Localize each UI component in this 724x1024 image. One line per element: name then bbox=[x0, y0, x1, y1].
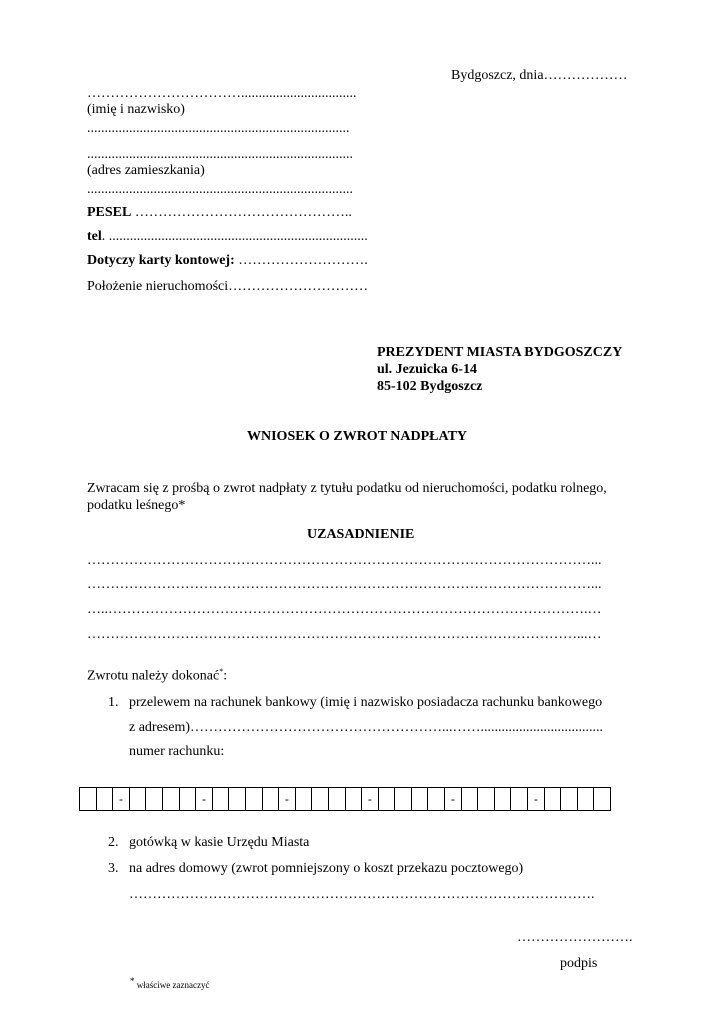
request-text-line2: podatku leśnego* bbox=[87, 498, 186, 513]
name-field-line: ……………………………................................. bbox=[87, 86, 357, 101]
bank-holder-address-line: z adresem)………………………………………………...……................................... bbox=[129, 720, 604, 735]
account-digit-cell[interactable] bbox=[544, 788, 561, 811]
refund-intro-colon: : bbox=[223, 668, 228, 684]
property-location: Położenie nieruchomości………………………… bbox=[87, 279, 369, 294]
account-digit-cell[interactable] bbox=[146, 788, 163, 811]
account-separator-cell[interactable]: - bbox=[528, 788, 545, 811]
justification-line: ………………………………………………………………………………………………... bbox=[87, 577, 602, 592]
account-card-dots: ………………………. bbox=[234, 253, 368, 268]
address-field-line: ............................................................................ bbox=[87, 147, 353, 162]
pesel-row bbox=[87, 205, 352, 221]
refund-intro-text: Zwrotu należy dokonać bbox=[87, 668, 220, 684]
account-number-row bbox=[80, 788, 611, 811]
account-card-row bbox=[87, 253, 368, 269]
account-digit-cell[interactable] bbox=[345, 788, 362, 811]
option-postal: na adres domowy (zwrot pomniejszony o koszt przekazu pocztowego) bbox=[129, 861, 524, 876]
address-extra-line: ............................................................................ bbox=[87, 182, 353, 197]
account-digit-cell[interactable] bbox=[262, 788, 279, 811]
footnote bbox=[130, 976, 209, 990]
account-separator-cell[interactable]: - bbox=[113, 788, 130, 811]
justification-line: …..………………………………………………………………………………………….… bbox=[87, 602, 602, 617]
account-digit-cell[interactable] bbox=[428, 788, 445, 811]
signature-label: podpis bbox=[560, 956, 598, 971]
account-digit-cell[interactable] bbox=[295, 788, 312, 811]
account-separator-cell[interactable]: - bbox=[279, 788, 296, 811]
option-number: 3. bbox=[108, 861, 119, 876]
account-digit-cell[interactable] bbox=[229, 788, 246, 811]
account-separator-cell[interactable]: - bbox=[362, 788, 379, 811]
account-digit-cell[interactable] bbox=[395, 788, 412, 811]
account-digit-cell[interactable] bbox=[577, 788, 594, 811]
postal-address-line: ………………………………………………………………………………………. bbox=[129, 887, 595, 902]
account-separator-cell[interactable]: - bbox=[196, 788, 213, 811]
account-digit-cell[interactable] bbox=[411, 788, 428, 811]
justification-heading: UZASADNIENIE bbox=[307, 527, 415, 542]
option-cash: gotówką w kasie Urzędu Miasta bbox=[129, 835, 310, 850]
account-number-grid bbox=[79, 787, 611, 811]
option-bank-transfer: przelewem na rachunek bankowy (imię i nazwisko posiadacza rachunku bankowego bbox=[129, 695, 603, 710]
justification-line: ……………………………………………………………………………………………...… bbox=[87, 627, 602, 642]
account-digit-cell[interactable] bbox=[162, 788, 179, 811]
account-digit-cell[interactable] bbox=[96, 788, 113, 811]
document-title: WNIOSEK O ZWROT NADPŁATY bbox=[247, 429, 468, 444]
footnote-text: właściwe zaznaczyć bbox=[134, 980, 210, 990]
recipient-street: ul. Jezuicka 6-14 bbox=[377, 362, 477, 377]
recipient-name: PREZYDENT MIASTA BYDGOSZCZY bbox=[377, 345, 623, 360]
account-digit-cell[interactable] bbox=[378, 788, 395, 811]
name-label: (imię i nazwisko) bbox=[87, 102, 185, 117]
account-digit-cell[interactable] bbox=[312, 788, 329, 811]
account-number-label: numer rachunku: bbox=[129, 744, 225, 759]
applicant-extra-line: ........................................................................... bbox=[87, 121, 350, 136]
account-digit-cell[interactable] bbox=[245, 788, 262, 811]
request-text-line1: Zwracam się z prośbą o zwrot nadpłaty z tytułu podatku od nieruchomości, podatku rolnego, bbox=[87, 481, 607, 496]
recipient-city: 85-102 Bydgoszcz bbox=[377, 379, 483, 394]
footnote-marker: * bbox=[219, 667, 224, 676]
account-card-label: Dotyczy karty kontowej: bbox=[87, 253, 235, 268]
tel-row bbox=[87, 229, 368, 245]
place-date: Bydgoszcz, dnia……………… bbox=[451, 68, 628, 83]
account-digit-cell[interactable] bbox=[461, 788, 478, 811]
address-label: (adres zamieszkania) bbox=[87, 163, 205, 178]
account-digit-cell[interactable] bbox=[561, 788, 578, 811]
account-digit-cell[interactable] bbox=[129, 788, 146, 811]
account-digit-cell[interactable] bbox=[80, 788, 97, 811]
account-digit-cell[interactable] bbox=[328, 788, 345, 811]
account-digit-cell[interactable] bbox=[494, 788, 511, 811]
tel-label: tel bbox=[87, 229, 102, 244]
pesel-label: PESEL bbox=[87, 205, 132, 220]
option-number: 2. bbox=[108, 835, 119, 850]
pesel-dots: ……………………………………….. bbox=[131, 205, 352, 220]
footnote-mark: * bbox=[130, 976, 135, 986]
account-separator-cell[interactable]: - bbox=[445, 788, 462, 811]
account-digit-cell[interactable] bbox=[511, 788, 528, 811]
tel-dots: . .......................................................................... bbox=[101, 229, 368, 244]
account-digit-cell[interactable] bbox=[212, 788, 229, 811]
account-digit-cell[interactable] bbox=[594, 788, 611, 811]
justification-line: ………………………………………………………………………………………………... bbox=[87, 553, 602, 568]
account-digit-cell[interactable] bbox=[478, 788, 495, 811]
account-digit-cell[interactable] bbox=[179, 788, 196, 811]
refund-intro bbox=[87, 667, 227, 685]
option-number: 1. bbox=[108, 695, 119, 710]
signature-line: ……………………. bbox=[517, 930, 633, 945]
